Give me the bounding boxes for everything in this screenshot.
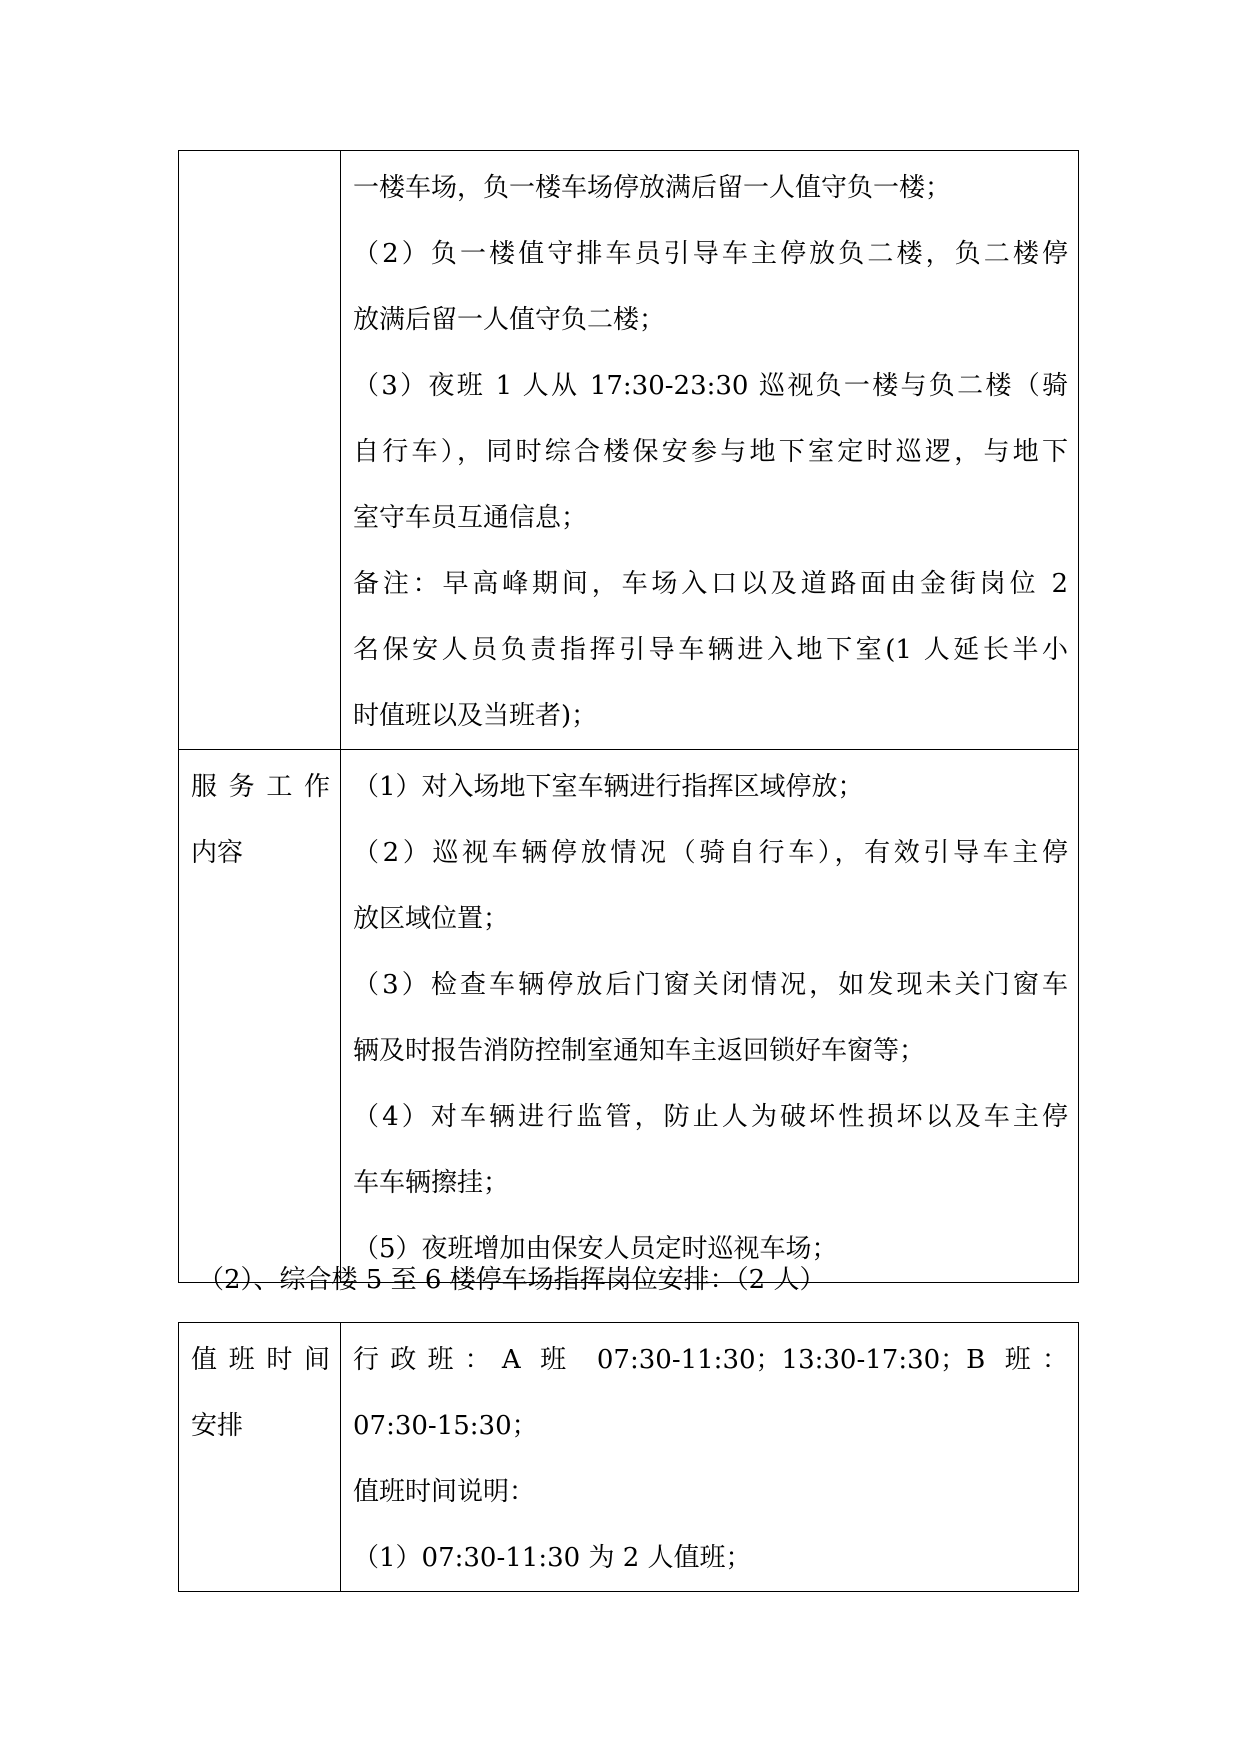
content-line: 车车辆擦挂； bbox=[353, 1168, 510, 1198]
row-label-cell-empty bbox=[179, 151, 341, 750]
floor-5-6-duty-table bbox=[178, 1322, 1079, 1592]
content-line: （5）夜班增加由保安人员定时巡视车场； bbox=[353, 1234, 838, 1264]
row-label-cell bbox=[179, 1323, 341, 1592]
row-content-cell bbox=[341, 750, 1079, 1283]
content-line: （1）对入场地下室车辆进行指挥区域停放； bbox=[353, 772, 864, 802]
table-row-schedule bbox=[179, 1323, 1079, 1592]
row-label bbox=[179, 750, 340, 886]
table-row-continued bbox=[179, 151, 1079, 750]
parking-duty-table bbox=[178, 150, 1079, 1283]
content-line: （1）07:30-11:30 为 2 人值班； bbox=[353, 1543, 752, 1573]
row-label-cell bbox=[179, 750, 341, 1283]
content-line: （3）夜班 1 人从 17:30-23:30 巡视负一楼与负二楼（骑 bbox=[353, 371, 1068, 401]
content-line: （4）对车辆进行监管，防止人为破坏性损坏以及车主停 bbox=[353, 1102, 1068, 1132]
content-line: 放满后留一人值守负二楼； bbox=[353, 305, 666, 335]
content-line: 行政班：A 班 07:30-11:30；13:30-17:30；B 班： bbox=[353, 1345, 1068, 1375]
table-row-service bbox=[179, 750, 1079, 1283]
content-line: （3）检查车辆停放后门窗关闭情况，如发现未关门窗车 bbox=[353, 970, 1068, 1000]
row-content-cell bbox=[341, 1323, 1079, 1592]
content-line: 值班时间说明： bbox=[353, 1477, 536, 1507]
row-label bbox=[179, 1323, 340, 1459]
content-line: 07:30-15:30； bbox=[353, 1411, 538, 1441]
content-line: 备注：早高峰期间，车场入口以及道路面由金街岗位 2 bbox=[353, 569, 1068, 599]
content-line: 时值班以及当班者)； bbox=[353, 701, 598, 731]
row-label-line: 服务工作 bbox=[191, 772, 330, 802]
content-line: 自行车），同时综合楼保安参与地下室定时巡逻，与地下 bbox=[353, 437, 1068, 467]
content-line: （2）负一楼值守排车员引导车主停放负二楼，负二楼停 bbox=[353, 239, 1068, 269]
content-line: 名保安人员负责指挥引导车辆进入地下室(1 人延长半小 bbox=[353, 635, 1068, 665]
row-label-line: 安排 bbox=[191, 1411, 244, 1441]
content-line: 辆及时报告消防控制室通知车主返回锁好车窗等； bbox=[353, 1036, 926, 1066]
row-content-cell bbox=[341, 151, 1079, 750]
content-line: 室守车员互通信息； bbox=[353, 503, 588, 533]
content-line: 放区域位置； bbox=[353, 904, 510, 934]
row-label-line: 内容 bbox=[191, 838, 244, 868]
content-line: （2）巡视车辆停放情况（骑自行车），有效引导车主停 bbox=[353, 838, 1068, 868]
row-label-line: 值班时间 bbox=[191, 1345, 330, 1375]
content-line: 一楼车场，负一楼车场停放满后留一人值守负一楼； bbox=[353, 173, 952, 203]
section-heading: （2）、综合楼 5 至 6 楼停车场指挥岗位安排：（2 人） bbox=[198, 1265, 826, 1295]
